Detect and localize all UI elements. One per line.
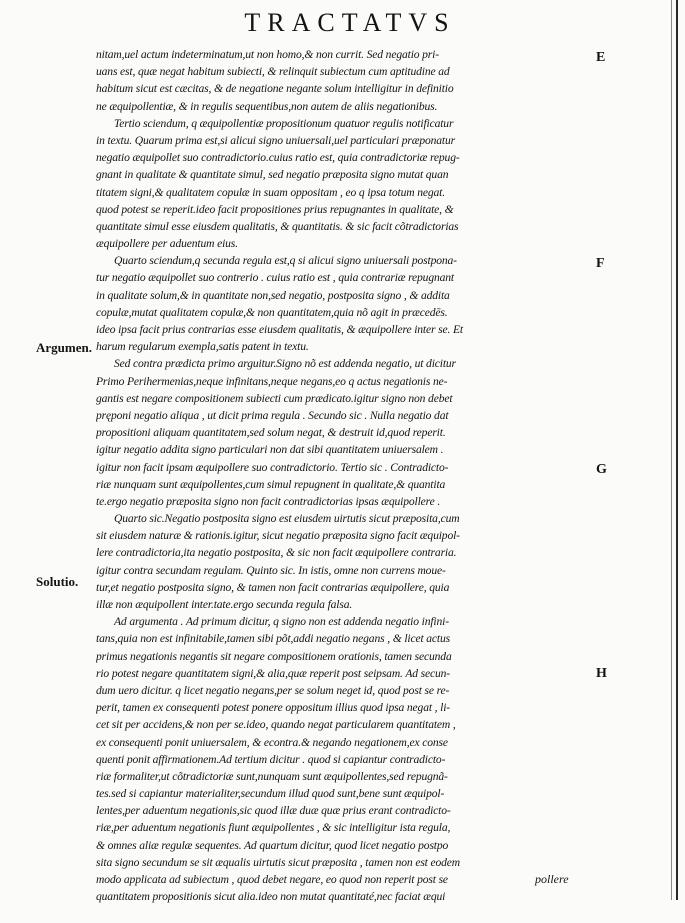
text-line: nitam,uel actum indeterminatum,ut non homo,& non currit. Sed negatio pri- — [96, 48, 439, 61]
text-line: in qualitate solum,& in quantitate non,sed negatio, postposita signo , & addita — [96, 288, 450, 302]
margin-letter-f: F — [596, 256, 605, 271]
text-line: illæ non æquipollent inter.tate.ergo secunda regula falsa. — [96, 598, 353, 611]
text-line: pręponi negatio aliqua , ut dicit prima regula . Secundo sic . Nulla negatio dat — [96, 408, 449, 422]
text-line: Quarto sic.Negatio postposita signo est eiusdem uirtutis sicut præposita,cum — [114, 512, 460, 526]
margin-label-argumen: Argumen. — [36, 340, 92, 355]
text-line: ne æquipollentiæ, & in regulis sequentibus,non autem de aliis negationibus. — [96, 99, 438, 113]
running-head: TRACTATVS — [244, 8, 456, 37]
page-edge-shadow — [671, 0, 672, 900]
text-line: quantitate simul esse eiusdem qualitatis, & quantitatis. & sic facit cõtradictorias — [96, 219, 459, 233]
text-line: tes.sed si capiantur materialiter,secundum illud quod sunt,bene sunt æquipol- — [96, 787, 445, 801]
page-edge — [676, 0, 678, 900]
text-line: modo applicata ad subiectum , quod debet negare, eo quod non reperit post se — [96, 873, 448, 886]
text-line: igitur contra secundam regulam. Quinto sic. In istis, omne non currens moue- — [96, 563, 446, 577]
text-line: propositioni aliquam quantitatem,sed solum negat, & destruit id,quod reperit. — [96, 426, 446, 440]
text-line: harum regularum exempla,satis patent in textu. — [96, 340, 309, 354]
text-line: ex consequenti ponit uniuersalem, & econtra.& negando negationem,ex conse — [96, 735, 448, 749]
text-line: tans,quia non est infinitabile,tamen sibi põt,addi negatio negans , & licet actus — [96, 632, 450, 646]
text-line: lentes,per aduentum negationis,sic quod illæ duæ quæ prius erant contradicto- — [96, 804, 451, 818]
main-text-block — [96, 46, 584, 923]
text-line: primus negationis negantis sit negare compositionem orationis, tamen secunda — [96, 649, 452, 663]
text-line: in textu. Quarum prima est,si alicui signo uniuersali,uel particulari præponatur — [96, 133, 456, 147]
text-line: riæ formaliter,ut cõtradictoriæ sunt,nunquam sunt æquipollentes,sed repugnã- — [96, 769, 448, 783]
text-line: riæ,per aduentum negationis fiunt æquipollentes , & sic intelligitur ista regula, — [96, 821, 451, 835]
margin-letter-g: G — [596, 462, 607, 477]
text-line: æquipollere per aduentum eius. — [96, 237, 238, 251]
catchword: pollere — [535, 872, 569, 886]
text-line: tur,et negatio postposita signo, & tamen non facit contrarias æquipollere, quia — [96, 580, 450, 594]
text-line: igitur negatio addita signo particulari non dat sibi quantitatem uniuersalem . — [96, 443, 444, 457]
text-line: titatem signi,& qualitatem copulæ in suam oppositam , eo q ipsa totum negat. — [96, 185, 445, 199]
text-line: quod potest se reperit.ideo facit propositiones prius repugnantes in qualitate, & — [96, 202, 454, 216]
text-line: Tertio sciendum, q æquipollentiæ propositionum quatuor regulis notificatur — [114, 116, 454, 130]
text-line: dum uero dicitur. q licet negatio negans,per se solum neget id, quod post se re- — [96, 683, 450, 697]
text-line: copulæ,mutat qualitatem copulæ,& non quantitatem,quia nõ agit in præcedēs. — [96, 305, 448, 319]
text-line: negatio æquipollet suo contradictorio.cuius ratio est, quia contradictoriæ repug- — [96, 151, 460, 165]
text-line: igitur non facit ipsam æquipollere suo contradictorio. Tertio sic . Contradicto- — [96, 460, 449, 474]
text-line: uans est, quæ negat habitum subiecti, & relinquit subiectum cum aptitudine ad — [96, 65, 450, 79]
text-line: Quarto sciendum,q secunda regula est,q si alicui signo uniuersali postpona- — [114, 254, 457, 268]
text-line: sit eiusdem naturæ & rationis.igitur, sicut negatio præposita signo facit æquipol- — [96, 529, 460, 543]
text-line: & omnes aliæ regulæ sequentes. Ad quartum dicitur, quod licet negatio postpo — [96, 838, 449, 852]
margin-letter-h: H — [596, 666, 607, 681]
text-line: gnant in qualitate & quantitate simul, sed negatio præposita signo mutat quan — [96, 168, 449, 182]
text-line: Sed contra prædicta primo arguitur.Signo nõ est addenda negatio, ut dicitur — [114, 357, 456, 371]
text-line: rio potest negare quantitatem signi,& alia,quæ reperit post seipsam. Ad secun- — [96, 666, 451, 680]
text-line: te.ergo negatio præposita signo non facit contradictorias ipsas æquipollere . — [96, 494, 441, 508]
text-line: quantitatem propositionis sicut alia.ideo non mutat quantitaté,nec faciat æqui — [96, 890, 446, 904]
text-line: cet sit per accidens,& non per se.ideo, quando negat particularem quantitatem , — [96, 718, 456, 732]
text-line: Primo Perihermenias,neque infinitans,neque negans,eo q actus negationis ne- — [96, 374, 448, 388]
text-line: sita signo secundum se sit æqualis uirtutis sicut præposita , tamen non est eodem — [96, 855, 461, 869]
text-line: habitum sicut est cæcitas, & de negatione negante solum intelligitur in definitio — [96, 82, 454, 96]
text-line: Ad argumenta . Ad primum dicitur, q signo non est addenda negatio infini- — [114, 615, 449, 629]
text-line: tur negatio æquipollet suo contrerio . cuius ratio est , quia contrariæ repugnant — [96, 271, 454, 285]
text-line: ideo ipsa facit prius contrarias esse eiusdem qualitatis, & æquipollere inter se. Et — [96, 323, 463, 336]
text-line: lere contradictoria,ita negatio postposita, & sic non facit æquipollere contraria. — [96, 546, 457, 560]
text-line: quenti ponit affirmationem.Ad tertium dicitur . quod si capiantur contradicto- — [96, 752, 446, 766]
text-line — [96, 905, 584, 922]
text-line: riæ nunquam sunt æquipollentes,cum simul repugnent in qualitate,& quantita — [96, 477, 446, 491]
text-line: gantis est negare compositionem subiecti cum prædicato.igitur signo non debet — [96, 391, 453, 405]
margin-label-solutio: Solutio. — [36, 574, 79, 589]
margin-letter-e: E — [596, 50, 606, 65]
text-line: perit, tamen ex consequenti potest ponere oppositum illius quod ipsa negat , li- — [96, 701, 451, 715]
